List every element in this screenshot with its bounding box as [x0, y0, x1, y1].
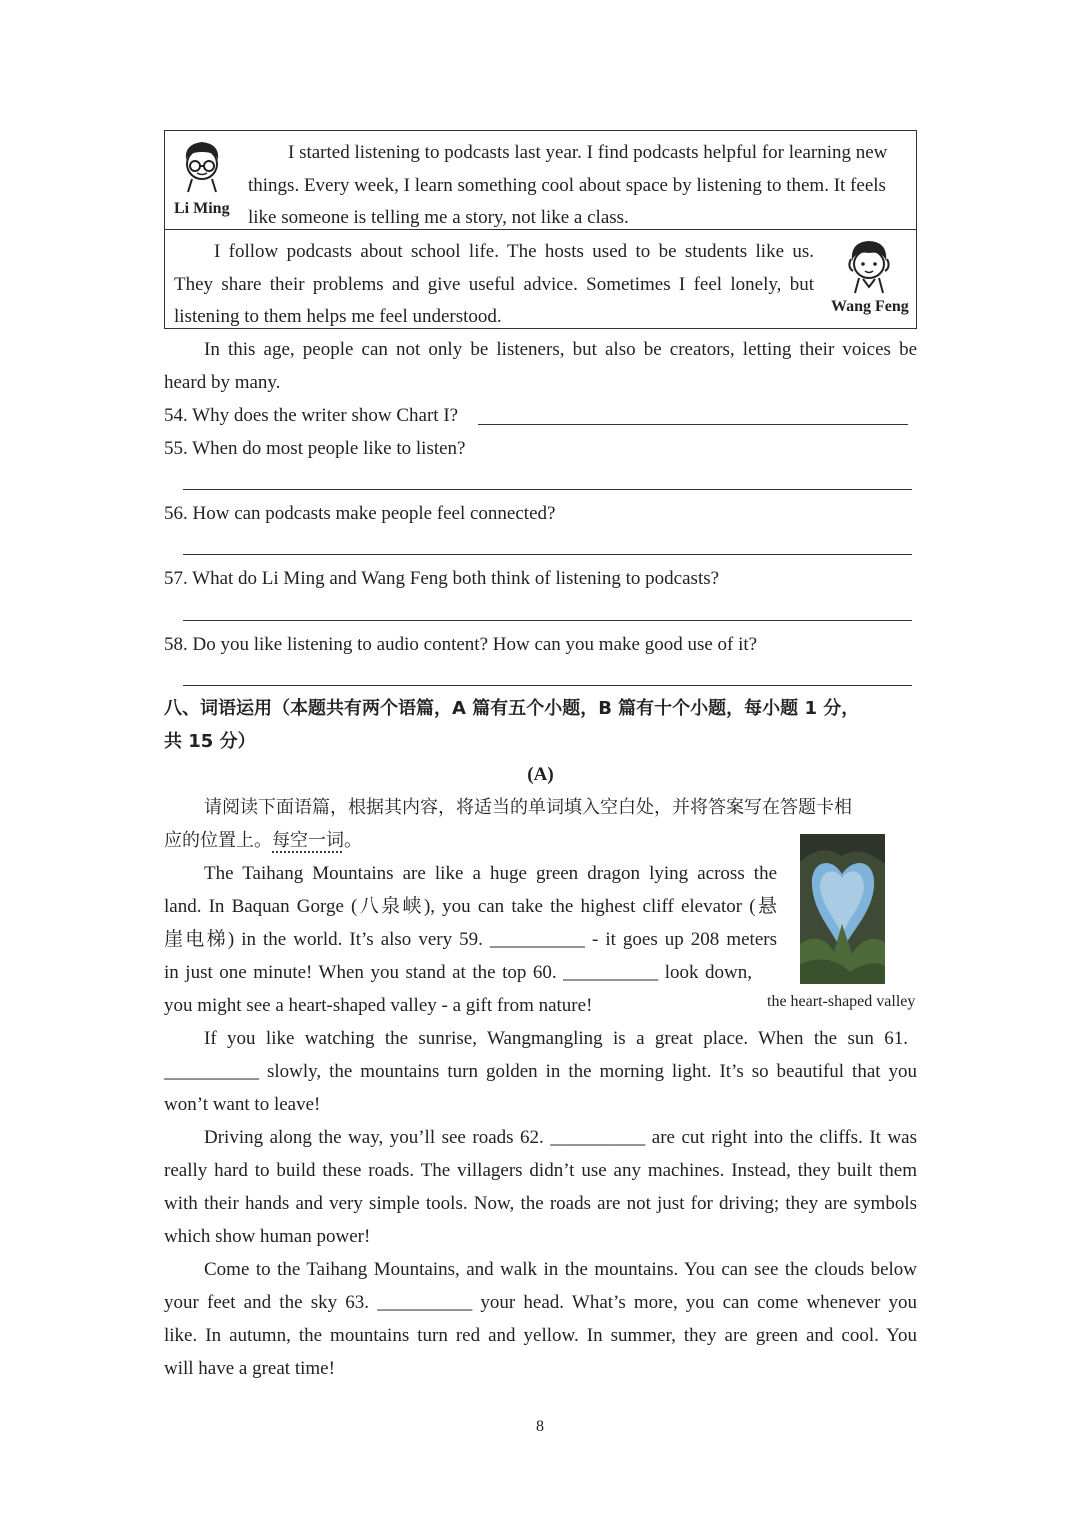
- passage-line-10: really hard to build these roads. The villagers didn’t use any machines. Instead, they built them: [164, 1160, 917, 1181]
- question-54: 54. Why does the writer show Chart I?: [164, 405, 459, 426]
- instruction-emphasis: 每空一词: [272, 830, 344, 851]
- question-58: 58. Do you like listening to audio content? How can you make good use of it?: [164, 634, 758, 655]
- section-8-heading-line-2: 共 15 分）: [164, 731, 256, 752]
- page-number: 8: [536, 1418, 544, 1435]
- passage-line-15: like. In autumn, the mountains turn red and yellow. In summer, they are green and cool. You: [164, 1325, 917, 1346]
- wang-feng-line-2: They share their problems and give useful advice. Sometimes I feel lonely, but: [174, 274, 814, 295]
- passage-line-4: in just one minute! When you stand at the top 60. __________ look down,: [164, 962, 752, 983]
- question-56: 56. How can podcasts make people feel connected?: [164, 503, 556, 524]
- heart-shaped-valley-image: [800, 834, 885, 984]
- wang-feng-avatar-icon: [845, 237, 893, 295]
- li-ming-name: Li Ming: [174, 200, 230, 217]
- passage-line-8: won’t want to leave!: [164, 1094, 321, 1115]
- closing-line-2: heard by many.: [164, 372, 281, 393]
- instruction-line-1: 请阅读下面语篇，根据其内容，将适当的单词填入空白处，并将答案写在答题卡相: [204, 797, 852, 818]
- section-8-heading-line-1: 八、词语运用（本题共有两个语篇，A 篇有五个小题，B 篇有十个小题，每小题 1 分，: [164, 698, 860, 719]
- passage-line-1: The Taihang Mountains are like a huge green dragon lying across the: [204, 863, 777, 884]
- passage-line-14: your feet and the sky 63. __________ your head. What’s more, you can come whenever you: [164, 1292, 917, 1313]
- passage-line-16: will have a great time!: [164, 1358, 335, 1379]
- passage-line-6: If you like watching the sunrise, Wangmangling is a great place. When the sun 61.: [204, 1028, 908, 1049]
- wang-feng-line-1: I follow podcasts about school life. The hosts used to be students like us.: [214, 241, 814, 262]
- passage-line-12: which show human power!: [164, 1226, 371, 1247]
- answer-line-55[interactable]: [183, 489, 912, 490]
- li-ming-line-3: like someone is telling me a story, not like a class.: [248, 207, 629, 228]
- passage-line-13: Come to the Taihang Mountains, and walk in the mountains. You can see the clouds below: [204, 1259, 917, 1280]
- passage-line-5: you might see a heart-shaped valley - a gift from nature!: [164, 995, 593, 1016]
- li-ming-avatar-icon: [178, 138, 226, 194]
- closing-line-1: In this age, people can not only be listeners, but also be creators, letting their voices be: [204, 339, 917, 360]
- question-57: 57. What do Li Ming and Wang Feng both think of listening to podcasts?: [164, 568, 720, 589]
- passage-line-3: 崖电梯) in the world. It’s also very 59. __________ - it goes up 208 meters: [164, 929, 777, 950]
- answer-line-58[interactable]: [183, 685, 912, 686]
- wang-feng-line-3: listening to them helps me feel understood.: [174, 306, 502, 327]
- question-55: 55. When do most people like to listen?: [164, 438, 466, 459]
- li-ming-line-2: things. Every week, I learn something cool about space by listening to them. It feels: [248, 175, 886, 196]
- answer-line-56[interactable]: [183, 554, 912, 555]
- li-ming-line-1: I started listening to podcasts last year. I find podcasts helpful for learning new: [288, 142, 888, 163]
- passage-line-11: with their hands and very simple tools. Now, the roads are not just for driving; they are symbols: [164, 1193, 917, 1214]
- answer-line-57[interactable]: [183, 620, 912, 621]
- instruction-line-2-end: 。: [344, 830, 362, 851]
- wang-feng-name: Wang Feng: [831, 298, 909, 315]
- image-caption: the heart-shaped valley: [767, 993, 916, 1010]
- answer-line-54[interactable]: [478, 424, 908, 425]
- part-a-label: (A): [527, 764, 554, 785]
- passage-line-7: __________ slowly, the mountains turn golden in the morning light. It’s so beautiful that you: [164, 1061, 917, 1082]
- instruction-line-2-start: 应的位置上。: [164, 830, 272, 851]
- passage-line-9: Driving along the way, you’ll see roads 62. __________ are cut right into the cliffs. It was: [204, 1127, 917, 1148]
- passage-line-2: land. In Baquan Gorge (八泉峡), you can take the highest cliff elevator (悬: [164, 896, 777, 917]
